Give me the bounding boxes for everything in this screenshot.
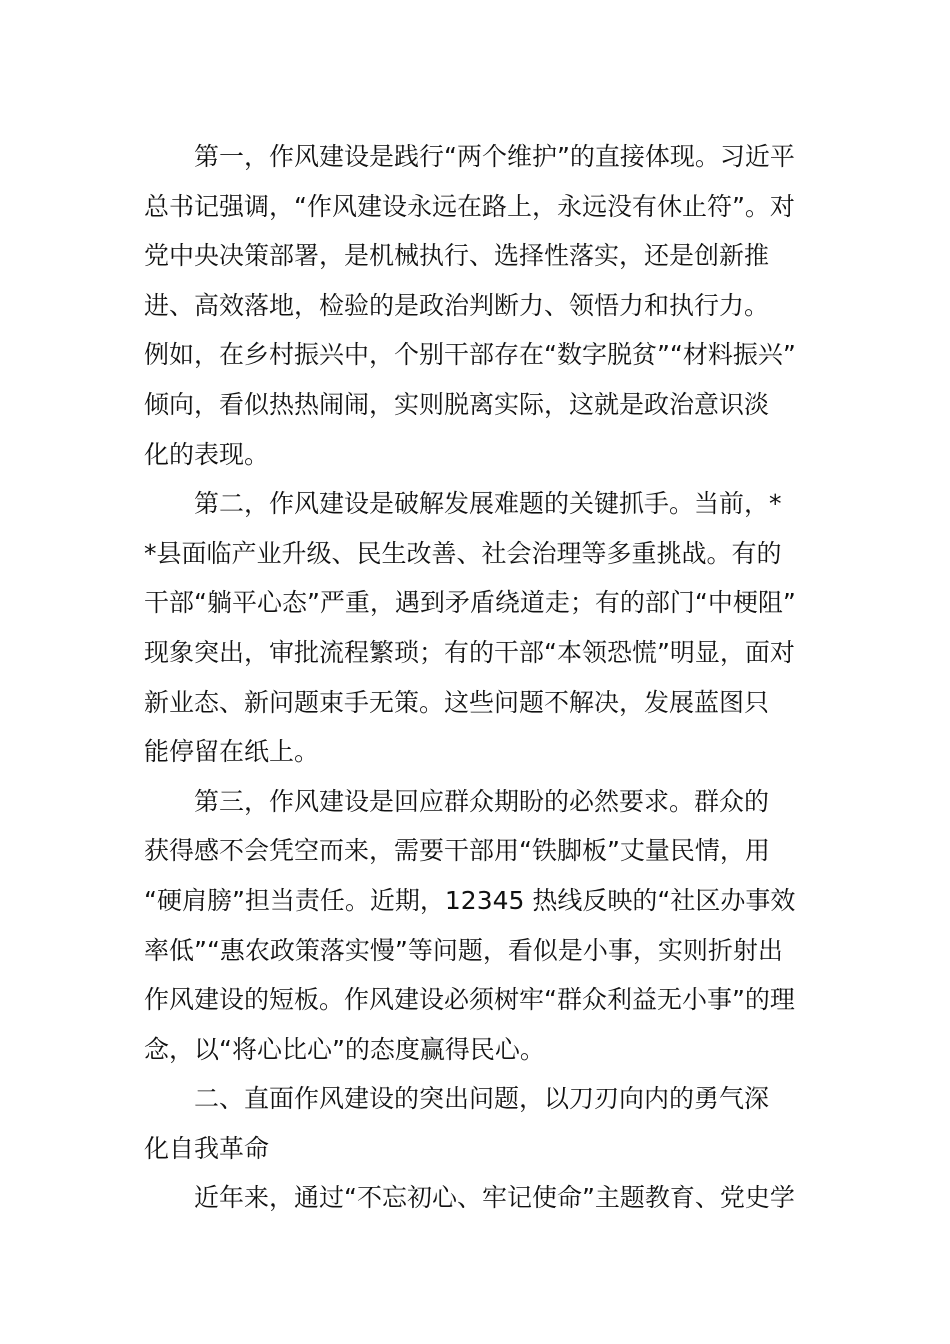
paragraph-4-line-1: 近年来，通过“不忘初心、牢记使命”主题教育、党史学 xyxy=(194,1183,795,1213)
paragraph-3-line-3: “硬肩膀”担当责任。近期，12345 热线反映的“社区办事效 xyxy=(144,885,796,915)
paragraph-3-line-2: 获得感不会凭空而来，需要干部用“铁脚板”丈量民情，用 xyxy=(144,836,770,866)
document-body xyxy=(144,132,806,1223)
paragraph-3-line-6: 念，以“将心比心”的态度赢得民心。 xyxy=(144,1034,545,1064)
paragraph-2-line-5: 新业态、新问题束手无策。这些问题不解决，发展蓝图只 xyxy=(144,687,770,717)
paragraph-1-line-1: 第一，作风建设是践行“两个维护”的直接体现。习近平 xyxy=(194,142,795,171)
paragraph-1-line-6: 倾向，看似热热闹闹，实则脱离实际，这就是政治意识淡 xyxy=(144,389,770,419)
paragraph-1-line-2: 总书记强调，“作风建设永远在路上，永远没有休止符”。对 xyxy=(144,191,795,221)
section-heading-line-2: 化自我革命 xyxy=(144,1133,270,1163)
paragraph-3-line-4: 率低”“惠农政策落实慢”等问题，看似是小事，实则折射出 xyxy=(144,935,783,965)
paragraph-1-line-4: 进、高效落地，检验的是政治判断力、领悟力和执行力。 xyxy=(144,290,770,320)
paragraph-2-line-2: *县面临产业升级、民生改善、社会治理等多重挑战。有的 xyxy=(144,538,782,568)
paragraph-2-line-1: 第二，作风建设是破解发展难题的关键抓手。当前，* xyxy=(194,489,782,519)
paragraph-3-line-1: 第三，作风建设是回应群众期盼的必然要求。群众的 xyxy=(194,786,770,816)
paragraph-3-line-5: 作风建设的短板。作风建设必须树牢“群众利益无小事”的理 xyxy=(144,985,795,1015)
paragraph-2-line-6: 能停留在纸上。 xyxy=(144,737,320,767)
paragraph-1-line-5: 例如，在乡村振兴中，个别干部存在“数字脱贫”“材料振兴” xyxy=(144,340,796,370)
paragraph-2-line-4: 现象突出，审批流程繁琐；有的干部“本领恐慌”明显，面对 xyxy=(144,637,795,667)
paragraph-1-line-3: 党中央决策部署，是机械执行、选择性落实，还是创新推 xyxy=(144,241,770,271)
paragraph-2-line-3: 干部“躺平心态”严重，遇到矛盾绕道走；有的部门“中梗阻” xyxy=(144,588,796,618)
paragraph-1-line-7: 化的表现。 xyxy=(144,439,270,469)
section-heading-line-1: 二、直面作风建设的突出问题，以刀刃向内的勇气深 xyxy=(194,1084,770,1114)
